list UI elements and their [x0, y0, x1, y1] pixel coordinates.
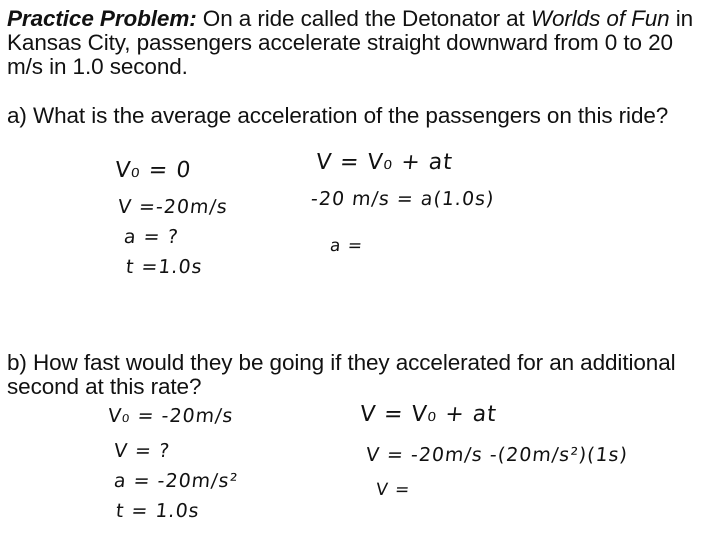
b-work-equation: V = V₀ + at — [358, 402, 499, 427]
b-given-a: a = -20m/s² — [112, 470, 240, 492]
b-work-result: V = — [374, 480, 412, 500]
b-given-t: t = 1.0s — [114, 500, 201, 522]
a-given-a: a = ? — [122, 226, 180, 248]
question-a: a) What is the average acceleration of the passengers on this ride? — [7, 103, 669, 128]
b-given-v: V = ? — [112, 440, 172, 462]
a-work-substitution: -20 m/s = a(1.0s) — [309, 188, 496, 210]
problem-intro — [7, 7, 713, 79]
a-given-v: V =-20m/s — [116, 196, 229, 218]
a-work-result: a = — [328, 236, 365, 256]
intro-text-1: On a ride called the Detonator at — [196, 6, 531, 31]
intro-text-2: in Kansas City, passengers accelerate straight downward from 0 to 20 m/s in 1.0 second. — [7, 6, 694, 79]
b-work-substitution: V = -20m/s -(20m/s²)(1s) — [364, 444, 630, 466]
intro-place: Worlds of Fun — [530, 6, 670, 31]
a-given-v0: V₀ = 0 — [113, 158, 193, 183]
question-b: b) How fast would they be going if they accelerated for an additional second at this rate? — [7, 350, 676, 399]
a-work-equation: V = V₀ + at — [314, 150, 455, 175]
a-given-t: t =1.0s — [124, 256, 204, 278]
problem-label: Practice Problem: — [7, 6, 197, 31]
b-given-v0: V₀ = -20m/s — [106, 405, 235, 427]
